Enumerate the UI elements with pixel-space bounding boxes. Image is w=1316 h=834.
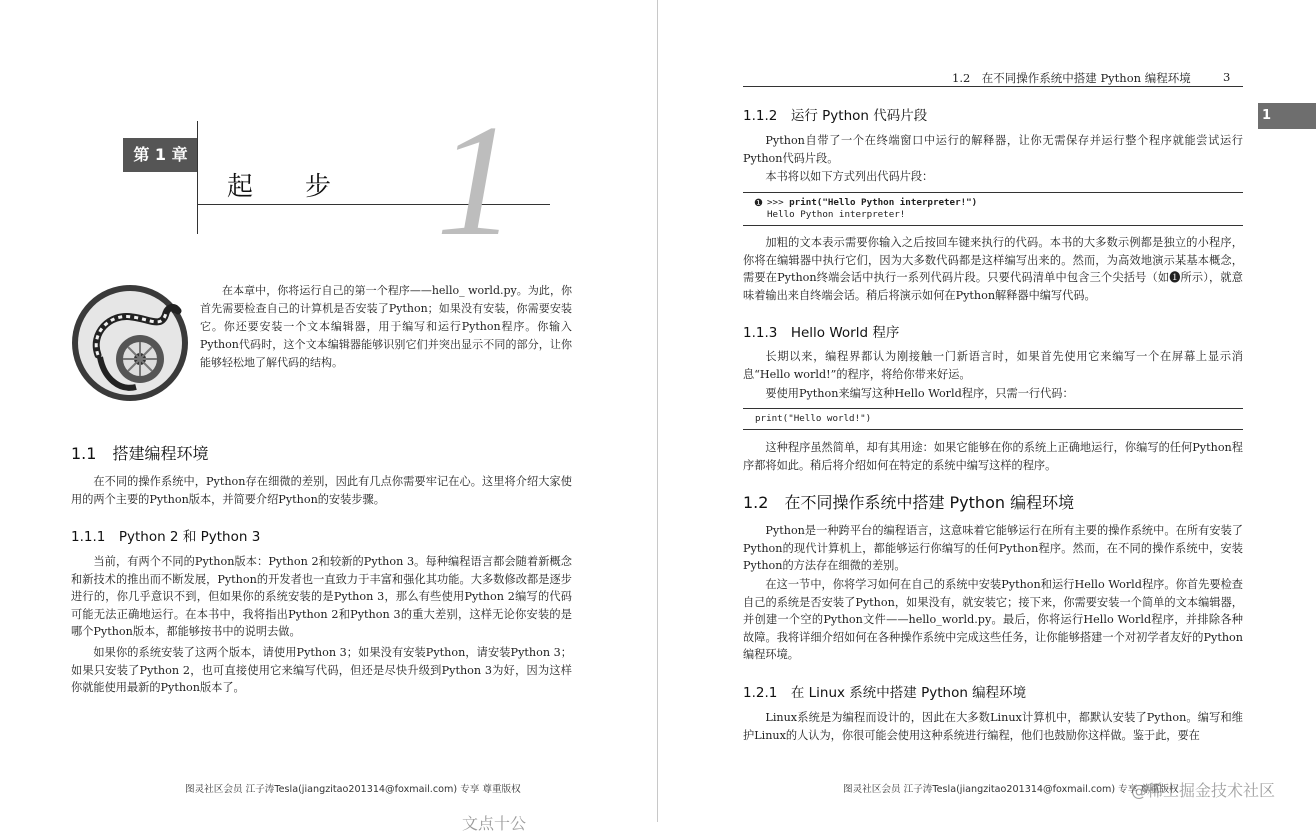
section-1-1-1-heading: 1.1.1 Python 2 和 Python 3: [71, 529, 261, 545]
chapter-title: 起 步: [227, 172, 332, 202]
code-line-output: Hello Python interpreter!: [767, 209, 906, 220]
section-1-1-3-heading: 1.1.3 Hello World 程序: [743, 325, 900, 341]
code-snippet-hello-world: print("Hello world!"): [743, 408, 1243, 430]
code-input-text: print("Hello Python interpreter!"): [789, 197, 978, 208]
section-1-1-2-heading: 1.1.2 运行 Python 代码片段: [743, 108, 928, 124]
section-1-1-3-paragraph-3: 这种程序虽然简单，却有其用途：如果它能够在你的系统上正确地运行，你编写的任何Python程序都将如此。稍后将介绍如何在特定的系统中编写这样的程序。: [743, 441, 1243, 472]
code-callout-marker: ❶: [754, 198, 763, 209]
section-1-1-3-paragraph-1: 长期以来，编程界都认为刚接触一门新语言时，如果首先使用它来编写一个在屏幕上显示消息“Hello world!”的程序，将给你带来好运。: [743, 350, 1243, 381]
section-1-2-1-heading: 1.2.1 在 Linux 系统中搭建 Python 编程环境: [743, 685, 1027, 701]
left-page-footer: 图灵社区会员 江子涛Tesla(jiangzitao201314@foxmail.com) 专享 尊重版权: [185, 784, 521, 795]
chapter-label: 第 1 章: [123, 138, 198, 172]
section-1-1-2-paragraph-3: 加粗的文本表示需要你输入之后按回车键来执行的代码。本书的大多数示例都是独立的小程序，你将在编辑器中执行它们，因为大多数代码都是这样编写出来的。然而，为高效地演示某基本概念，需要在Python终端会话中执行一系列代码片段。只要代码清单中包含三个尖括号（如❶所示），就意味着输出来自终端会话。稍后将演示如何在Python解释器中编写代码。: [743, 236, 1243, 302]
code-line-input: [767, 197, 1231, 209]
chapter-big-number: 1: [436, 91, 516, 269]
section-1-1-1-paragraph-1: 当前，有两个不同的Python版本：Python 2和较新的Python 3。每种编程语言都会随着新概念和新技术的推出而不断发展，Python的开发者也一直致力于丰富和强化其功能。大多数修改都是逐步进行的，你几乎意识不到，但如果你的系统安装的是Python 3，那么有些使用Python 2编写的代码可能无法正确地运行。在本书中，我将指出Python 2和Python 3的重大差别，这样无论你安装的是哪个Python版本，都能够按书中的说明去做。: [71, 555, 572, 638]
section-1-1-paragraph: 在不同的操作系统中，Python存在细微的差别，因此有几点你需要牢记在心。这里将介绍大家使用的两个主要的Python版本，并简要介绍Python的安装步骤。: [71, 475, 572, 506]
section-1-1-2-paragraph-2: 本书将以如下方式列出代码片段：: [765, 170, 934, 183]
code-snippet-interpreter: [743, 192, 1243, 226]
right-page-footer: 图灵社区会员 江子涛Tesla(jiangzitao201314@foxmail.com) 专享 尊重版权: [843, 784, 1179, 795]
chapter-intro: 在本章中，你将运行自己的第一个程序——hello_ world.py。为此，你首先需要检查自己的计算机是否安装了Python；如果没有安装，你需要安装它。你还要安装一个文本编辑器，用于编写和运行Python程序。你输入Python代码时，这个文本编辑器能够识别它们并突出显示不同的部分，让你能够轻松地了解代码的结构。: [200, 284, 572, 369]
section-1-1-2-paragraph-1: Python自带了一个在终端窗口中运行的解释器，让你无需保存并运行整个程序就能尝试运行Python代码片段。: [743, 134, 1243, 165]
running-header: 1.2 在不同操作系统中搭建 Python 编程环境: [952, 71, 1191, 85]
page-spread-divider: [657, 0, 658, 822]
chapter-thumb-tab: 1: [1258, 103, 1316, 129]
section-1-2-1-paragraph: Linux系统是为编程而设计的，因此在大多数Linux计算机中，都默认安装了Python。编写和维护Linux的人认为，你很可能会使用这种系统进行编程，他们也鼓励你这样做。鉴于此，要在: [743, 711, 1243, 742]
section-1-1-heading: 1.1 搭建编程环境: [71, 444, 209, 463]
page-number: 3: [1223, 70, 1231, 84]
section-1-1-1-paragraph-2: 如果你的系统安装了这两个版本，请使用Python 3；如果没有安装Python，请安装Python 3；如果只安装了Python 2，也可直接使用它来编写代码，但还是尽快升级到Python 3为好，因为这样你就能使用最新的Python版本了。: [71, 646, 572, 694]
section-1-2-heading: 1.2 在不同操作系统中搭建 Python 编程环境: [743, 493, 1075, 512]
section-1-2-paragraph-1: Python是一种跨平台的编程语言，这意味着它能够运行在所有主要的操作系统中。在所有安装了Python的现代计算机上，都能够运行你编写的任何Python程序。然而，在不同的操作系统中，安装Python的方法存在细微的差别。: [743, 524, 1243, 572]
chapter-emblem-illustration: [70, 283, 190, 403]
bottom-cutoff-text: 文点十公: [462, 814, 527, 833]
section-1-2-paragraph-2: 在这一节中，你将学习如何在自己的系统中安装Python和运行Hello World程序。你首先要检查自己的系统是否安装了Python，如果没有，就安装它；接下来，你需要安装一个简单的文本编辑器，并创建一个空的Python文件——hello_world.py。最后，你将运行Hello World程序，并排除各种故障。我将详细介绍如何在各种操作系统中完成这些任务，让你能够搭建一个对初学者友好的Python编程环境。: [743, 578, 1243, 661]
watermark: @稀土掘金技术社区: [1131, 781, 1276, 800]
chapter-vertical-rule: [197, 121, 198, 234]
section-1-1-3-paragraph-2: 要使用Python来编写这种Hello World程序，只需一行代码：: [765, 387, 1074, 400]
running-header-rule: [743, 86, 1243, 87]
code-prompt: >>>: [767, 197, 790, 208]
